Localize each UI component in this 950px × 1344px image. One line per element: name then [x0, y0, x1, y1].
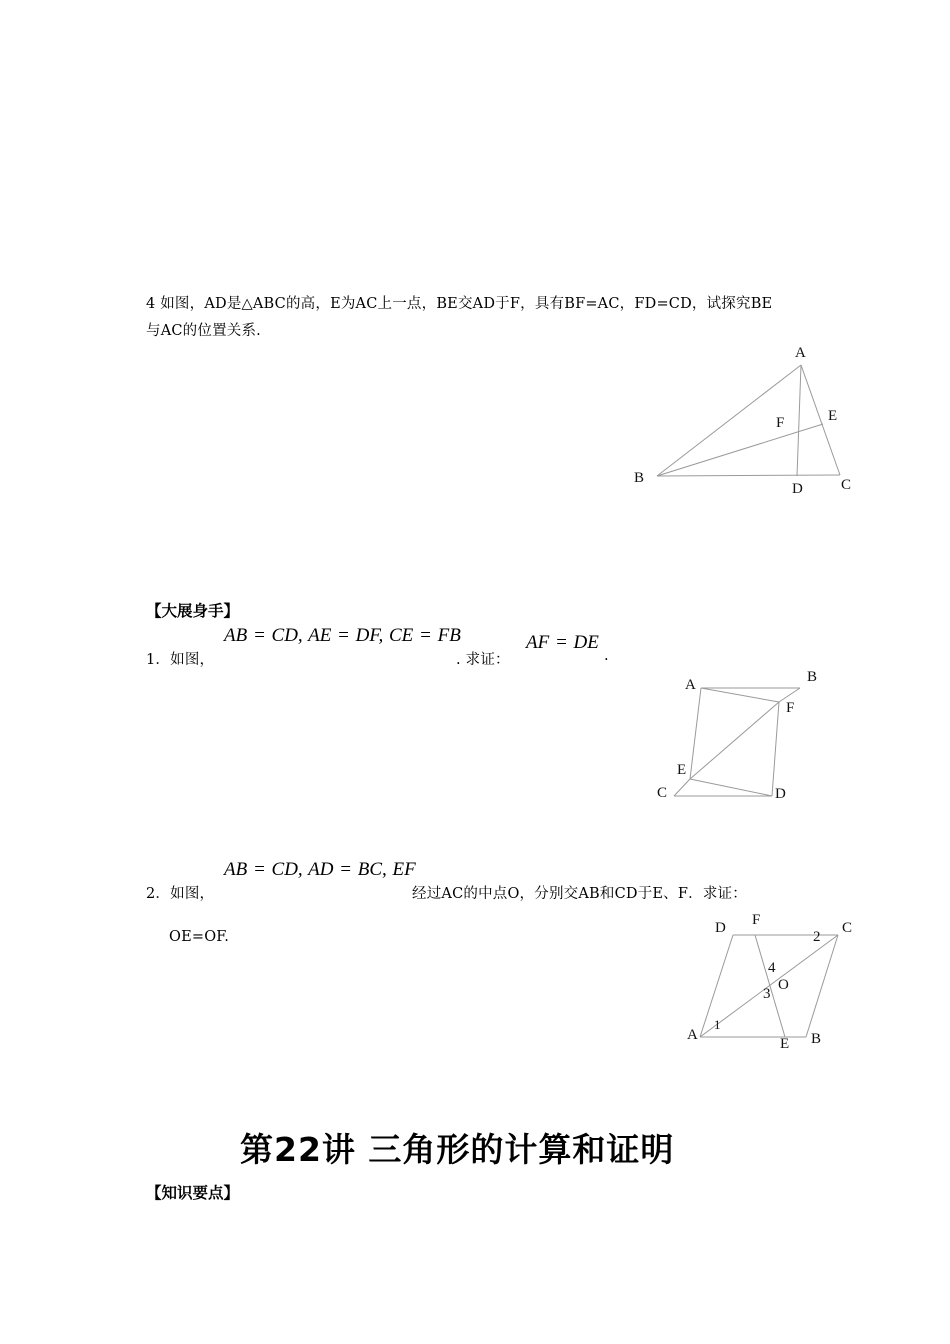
label-3: 3: [763, 986, 771, 1002]
label-4: 4: [768, 960, 776, 976]
label-E: E: [828, 408, 838, 424]
label-A: A: [685, 677, 696, 693]
label-E: E: [780, 1036, 790, 1052]
label-O: O: [778, 977, 789, 993]
label-1: 1: [714, 1017, 721, 1032]
problem1-prefix: 1．如图，: [146, 652, 215, 668]
label-2: 2: [813, 929, 821, 945]
problem2-given-formula: AB = CD, AD = BC, EF: [224, 859, 416, 880]
label-D: D: [715, 920, 726, 936]
label-B: B: [634, 470, 645, 486]
label-A: A: [795, 345, 806, 361]
label-A: A: [687, 1027, 698, 1043]
segment-BC: [806, 935, 838, 1037]
label-F: F: [752, 912, 761, 928]
problem2-prefix: 2．如图，: [146, 886, 215, 902]
problem4-line2: 与AC的位置关系.: [146, 323, 261, 339]
label-B: B: [807, 669, 818, 685]
label-D: D: [792, 481, 803, 497]
label-E: E: [677, 762, 687, 778]
problem1-conclusion-formula: AF = DE: [526, 632, 599, 653]
problem1-period: .: [604, 648, 609, 664]
problem4-line1: 4 如图，AD是△ABC的高，E为AC上一点，BE交AD于F，具有BF=AC，FD=CD，试探究BE: [146, 296, 773, 312]
label-F: F: [786, 700, 795, 716]
label-C: C: [657, 785, 668, 801]
label-C: C: [842, 920, 853, 936]
label-B: B: [811, 1031, 822, 1047]
label-D: D: [775, 786, 786, 802]
problem2-statement: 经过AC的中点O，分别交AB和CD于E、F．求证：: [412, 886, 747, 902]
lecture-title: 第22讲 三角形的计算和证明: [240, 1130, 675, 1169]
section-heading-show: 【大展身手】: [146, 602, 240, 620]
label-C: C: [841, 477, 852, 493]
problem1-given-formula: AB = CD, AE = DF, CE = FB: [224, 625, 461, 646]
label-F: F: [776, 415, 785, 431]
problem1-prove-label: . 求证：: [456, 652, 510, 668]
problem2-line2: OE=OF.: [169, 929, 230, 945]
knowledge-points-heading: 【知识要点】: [146, 1184, 240, 1202]
